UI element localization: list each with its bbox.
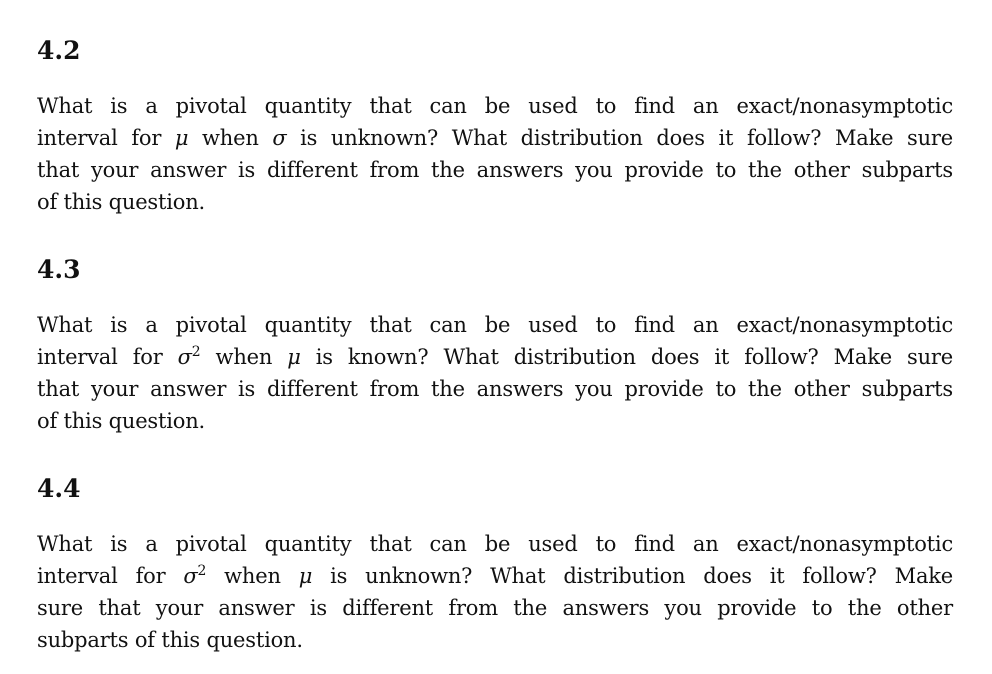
paragraph-line: sure that your answer is different from the answers you provide to the other <box>37 596 953 620</box>
paragraph-line: subparts of this question. <box>37 628 303 652</box>
text-run: when <box>206 564 299 588</box>
math-sigma: σ <box>177 345 192 369</box>
paragraph-line: that your answer is different from the answers you provide to the other subparts <box>37 158 953 182</box>
paragraph-line <box>37 560 953 592</box>
math-mu: μ <box>174 126 189 150</box>
paragraph-line: What is a pivotal quantity that can be used to find an exact/nonasymptotic <box>37 94 953 118</box>
section-heading: 4.3 <box>37 255 81 284</box>
text-run: is unknown? What distribution does it follow? Make <box>312 564 954 588</box>
text-run: is unknown? What distribution does it follow? Make sure <box>286 126 953 150</box>
math-exponent: 2 <box>191 344 201 360</box>
text-run: interval for <box>37 126 175 150</box>
text-run: is known? What distribution does it follow? Make sure <box>300 345 954 369</box>
text-run: interval for <box>37 345 178 369</box>
paragraph-line: of this question. <box>37 190 205 214</box>
math-exponent: 2 <box>197 563 207 579</box>
math-sigma: σ <box>272 126 287 150</box>
text-run: when <box>188 126 273 150</box>
math-mu: μ <box>287 345 301 369</box>
paragraph-line <box>37 122 953 154</box>
section-heading: 4.2 <box>37 36 81 65</box>
question-paragraph <box>37 528 953 656</box>
section-heading: 4.4 <box>37 474 81 503</box>
math-sigma: σ <box>183 564 198 588</box>
paragraph-line: What is a pivotal quantity that can be used to find an exact/nonasymptotic <box>37 532 953 556</box>
question-paragraph <box>37 309 953 437</box>
paragraph-line: of this question. <box>37 409 205 433</box>
section-4-3 <box>37 255 953 437</box>
text-run: when <box>200 345 288 369</box>
text-run: interval for <box>37 564 184 588</box>
paragraph-line: What is a pivotal quantity that can be used to find an exact/nonasymptotic <box>37 313 953 337</box>
question-paragraph <box>37 90 953 218</box>
section-4-2 <box>37 36 953 218</box>
section-4-4 <box>37 474 953 656</box>
paragraph-line: that your answer is different from the answers you provide to the other subparts <box>37 377 953 401</box>
paragraph-line <box>37 341 953 373</box>
math-mu: μ <box>298 564 313 588</box>
